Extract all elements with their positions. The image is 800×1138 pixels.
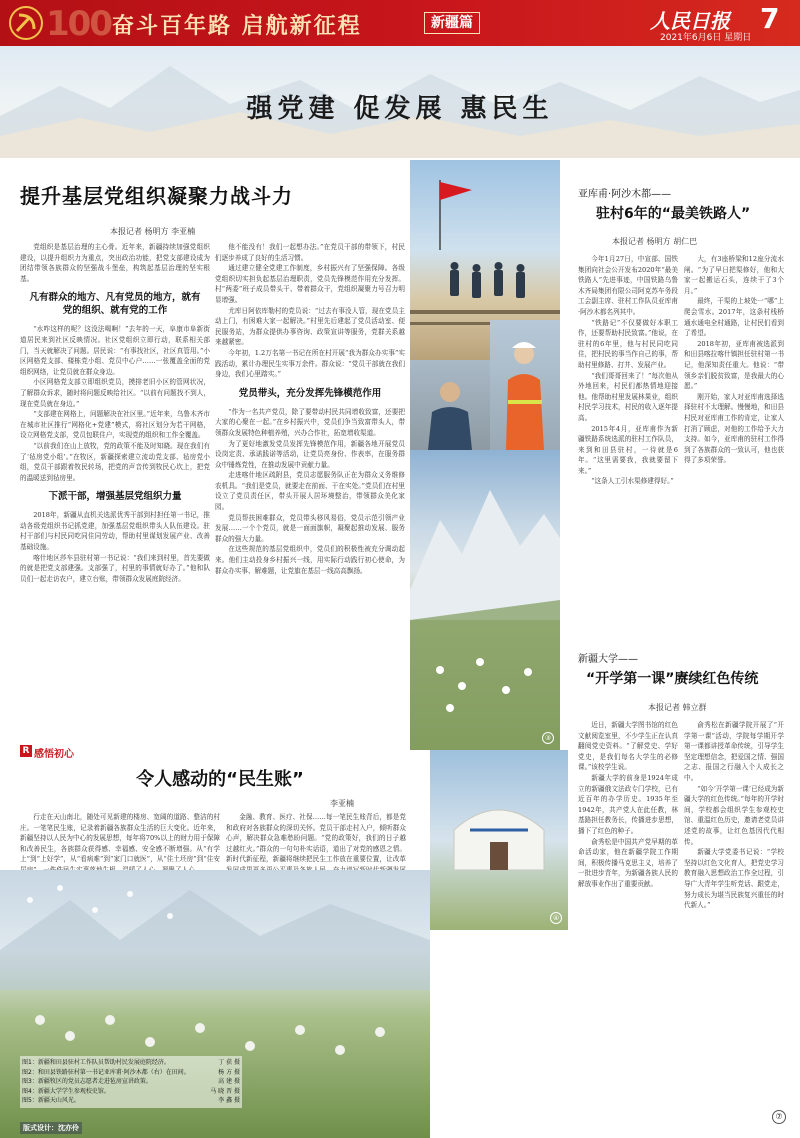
right-bottom-byline: 本报记者 韩立群 [648,703,707,712]
yurt-illustration [430,750,568,930]
paragraph: 大，有3座桥梁和12座分流水闸。“为了早日把渠修好，他和大家一起搬运石头，连续干了3个月。” [684,255,784,295]
right-bottom-title: “开学第一课”赓续红色传统 [586,671,759,687]
page-number: 7 [760,2,780,35]
caption-text: 图5：新疆天山风光。 [22,1097,80,1105]
photo-yurt-students [430,750,568,930]
section-subhead: 党员带头，充分发挥先锋模范作用 [238,387,382,399]
left-article-column-1 [20,242,210,730]
photo-number: ④ [550,912,562,924]
paragraph: “铁路记”不仅要做好本职工作，还要帮助村民致富。”他说，在驻村的6年里，他与村民同吃同住，把村民的事当作自己的事，帮助村里修路、打井、发展产业。 [578,318,678,369]
right-top-kicker: 亚库甫·阿沙木都—— [578,189,672,200]
herder-illustration [410,360,490,450]
caption-row [22,1058,240,1068]
caption-text: 图3：新疆牧区的党员志愿者走进毡房宣讲政策。 [22,1078,152,1086]
paragraph: 今年1月27日，中宣部、国铁集团向社会公开发布2020年“最美铁路人”先进事迹，中国铁路乌鲁木齐局集团有限公司阿克苏车务段工会副主席、驻村工作队员亚库甫·阿沙木都名列其中。 [578,255,678,316]
paragraph: “这条人工引水渠修建得好。” [591,477,674,486]
right-top-column-1 [578,254,678,562]
paragraph: 今年初，1.2万名第一书记在所在村开展“我为群众办实事”实践活动，累计办理民生实事万余件。群众说：“党员干部就在我们身边，我们心里踏实。” [215,348,405,379]
caption-text: 图2：和田县铁路驻村第一书记亚库甫·阿沙木都（右）在田间。 [22,1068,190,1076]
paragraph: 近日，新疆大学图书馆的红色文献阅览室里，不少学生正在认真翻阅党史资料。“了解党史、学好党史，是我们每名大学生的必修课。”该校学生说。 [578,721,678,772]
column-tag [20,745,106,759]
paragraph: 通过建立健全党建工作制度，乡村振兴有了坚强保障。各级党组织切实担负起基层治理职责，党员先锋模范作用充分发挥。村“两委”班子成员带头干、带着群众干，党组织凝聚力号召力明显增强。 [215,264,405,304]
page-number-circle: ⑦ [772,1110,786,1124]
paragraph: “支部建在网格上，问题解决在社区里。”近年来，乌鲁木齐市在城市社区推行“网格化+党建”模式，将社区划分为若干网格，设立网格党支部，党员包联住户，实现党的组织和工作全覆盖。 [20,410,210,440]
caption-text: 图4：新疆大学学生参观校史馆。 [22,1087,110,1095]
caption-credit: 高 建 摄 [218,1078,240,1086]
photo-mountain-camp [410,450,560,750]
caption-row [22,1096,240,1106]
photo-herder-yurt [410,360,490,450]
paragraph: “水咋这样的呢？这没法喝啊！”去年的一天，阜康市阜新街道居民来到社区反映情况。社区党组织立即行动，联系相关部门，当天就解决了问题。居民说：“有事找社区，社区真管用。”小区网格党支部、楼栋党小组、党员中心户……一张覆盖全面的党组织网络，让党员就在群众身边。 [20,325,210,376]
paragraph: 新疆大学党委书记说：“学校坚持以红色文化育人，把党史学习教育融入思想政治工作全过程，引导广大青年学生听党话、跟党走，努力成长为堪当民族复兴重任的时代新人。” [684,848,784,910]
section-subhead: 凡有群众的地方、凡有党员的地方，就有党的组织、就有党的工作 [29,292,201,317]
right-top-title: 驻村6年的“最美铁路人” [596,206,751,222]
layout-editor-credit: 版式设计：沈亦伶 [20,1122,82,1134]
paragraph: 喀什地区莎车县驻村第一书记说：“我们来到村里，首先要做的就是把党支部建强。支部强了，村里的事情就好办了。”他和队员们一起走访农户，建立台账，带领群众发展庭院经济。 [20,553,210,583]
paragraph: 在这些规范的基层党组织中，党员们的积极性被充分调动起来。他们主动投身乡村振兴一线，用实际行动践行初心使命，为群众办实事、解难题，让党旗在基层一线高高飘扬。 [215,545,405,575]
page-masthead [0,0,800,46]
paragraph: 新疆大学的前身是1924年成立的新疆俄文法政专门学校，已有近百年的办学历史。1935年至1942年，共产党人在此任教，林基路担任教务长，传播进步思想，播下了红色的种子。 [578,773,678,835]
photo-worker-inspection [490,320,560,450]
left-article-byline: 本报记者 杨明方 李亚楠 [110,227,196,236]
bottom-article-title: 令人感动的“民生账” [136,769,304,790]
right-bottom-column-1 [578,720,678,1110]
photo-captions [20,1056,242,1108]
paragraph: 2018年，新疆从直机关选派优秀干部到村担任第一书记，推动各级党组织书记抓党建，加强基层党组织带头人队伍建设。驻村干部们与村民同吃同住同劳动，帮助村里谋划发展产业、改善基础设施。 [20,511,210,552]
paragraph: 2018年初，亚库甫被选派到和田县喀拉喀什镇担任驻村第一书记，他深知责任重大。他说：“带领乡亲们脱贫致富，是我最大的心愿。” [684,339,784,391]
right-top-column-2 [684,254,784,562]
right-bottom-kicker: 新疆大学—— [578,654,638,665]
paragraph: “如今‘开学第一课’已经成为新疆大学的红色传统。”每年的开学时间，学校都会组织学生参观校史馆、重温红色历史，邀请老党员讲述党的故事，让红色基因代代相传。 [684,784,784,846]
paragraph: 为了更好地激发党员发挥先锋模范作用，新疆各地开展党员设岗定责、承诺践诺等活动，让党员亮身份、作表率，在服务群众中锤炼党性，在推动发展中贡献力量。 [215,439,405,469]
paragraph: “以前我们在山上放牧，党的政策不能及时知晓。现在我们有了‘毡房党小组’。”在牧区，新疆探索建立流动党支部、毡房党小组，党员干部跟着牧民转场，把党的声音传到牧民心坎上，把党的温暖送到毡房里。 [20,441,210,482]
caption-text: 图1：新疆和田县驻村工作队员帮助村民发展庭院经济。 [22,1059,170,1066]
series-tag: 新疆篇 [424,12,480,34]
paragraph: “作为一名共产党员，除了要带动村民共同增收致富，还要把大家的心聚在一起。”在乡村振兴中，党员们争当致富带头人，带领群众发展特色种植养殖，兴办合作社，拓宽增收渠道。 [215,407,405,437]
paragraph: 党组织是基层治理的主心骨。近年来，新疆持续加强党组织建设，以提升组织力为重点，突出政治功能，把党支部建设成为团结带领各族群众的坚强战斗堡垒，构筑起基层治理的坚实根基。 [20,243,210,283]
newspaper-logo: 人民日报 [650,9,730,33]
paragraph: 2015年4月，亚库甫作为新疆铁路系统选派的驻村工作队员，来到和田县驻村，一待就是6年。“这里需要我，我就要留下来。” [578,424,678,475]
paragraph: 党员帮扶困难群众，党员带头移风易俗，党员示范引领产业发展……一个个党员，就是一面面旗帜，凝聚起推动发展、服务群众的强大力量。 [215,513,405,543]
caption-credit: 李 鑫 摄 [218,1097,240,1105]
paragraph: 尤库日阿依库勒村的党员说：“过去有事没人管，现在党员主动上门，有困难大家一起解决。”村里先后建起了党员活动室、便民服务站，为群众提供办事咨询、政策宣讲等服务，党群关系越来越紧密。 [215,306,405,347]
bottom-article-byline: 李亚楠 [330,799,354,808]
paragraph: 俞秀松在新疆学院开展了“开学第一课”活动，学院每学期开学第一课都讲授革命传统，引导学生坚定理想信念，把爱国之情、强国之志、报国之行融入个人成长之中。 [684,721,784,782]
caption-credit: 丁 获 摄 [218,1059,240,1066]
right-top-byline: 本报记者 杨明方 胡仁巴 [612,237,698,246]
paragraph: 俞秀松是中国共产党早期的革命活动家，他在新疆学院工作期间，积极传播马克思主义，培养了一批进步青年，为新疆各族人民的解放事业作出了重要贡献。 [578,837,678,888]
left-article-column-2 [215,242,405,730]
centenary-numeral: 100 [46,4,111,44]
caption-credit: 杨 方 摄 [218,1068,240,1076]
column-tag-icon: R [20,745,32,757]
worker-in-safety-vest-illustration [490,320,560,450]
paragraph: 刚开始，家人对亚库甫选择选择驻村不太理解。慢慢地，和田县村民对亚库甫工作的肯定，让家人打消了顾虑，对他的工作给予大力支持。如今，亚库甫的驻村工作得到了各族群众的一致认可，他也获得了多项荣誉。 [684,392,784,465]
paragraph: 走进喀什地区疏附县，党员志愿服务队正在为群众义务维修农机具。“我们是党员，就要走在前面、干在实处。”党员们在村里设立了党员责任区，带头开展人居环境整治，带领群众美化家园。 [215,471,405,512]
masthead-slogan: 奋斗百年路 启航新征程 [112,14,362,39]
right-bottom-column-2 [684,720,784,1110]
column-tag-label: 感悟初心 [34,749,74,760]
page-headline: 强党建 促发展 惠民生 [246,94,554,124]
left-article-title: 提升基层党组织凝聚力战斗力 [20,184,293,208]
caption-row [22,1068,240,1078]
section-subhead: 下派干部，增强基层党组织力量 [48,491,182,503]
photo-number: ③ [542,732,554,744]
paragraph: 小区网格党支部立即组织党员，摸排老旧小区的管网状况，了解群众诉求，随时将问题反映给社区。“以前有问题找不到人，现在党员就在身边。” [20,378,210,408]
caption-credit: 马 晓 晋 摄 [210,1087,240,1095]
party-emblem-icon [8,5,44,41]
paragraph: 他不能没有！我们一起想办法。”在党员干部的带领下，村民们逐步养成了良好的生活习惯。 [215,243,405,262]
paragraph: 行走在天山南北，随处可见新建的楼房、宽阔的道路、整洁的村庄。一笔笔民生账，记录着新疆各族群众生活的巨大变化。近年来，新疆坚持以人民为中心的发展思想，每年将70%以上的财力用于保障和改善民生，各族群众获得感、幸福感、安全感不断增强。从“有学上”到“上好学”，从“看病难”到“家门口就医”，从“住土坯房”到“住安 [20,813,220,864]
paragraph: 金融、教育、医疗、社保……每一笔民生账背后，都是党和政府对各族群众的深切关怀。党员干部走村入户，倾听群众心声，解决群众急难愁盼问题。“党的政策好，我们的日子越过越红火。”群众的一句句朴实话语，道出了对党的感恩之情。新时代新征程，新疆将继续把民生工作放在重要位置，让改革 [226,813,406,864]
paragraph: “我们哥哥回来了！”每次他从外地回来，村民们都热情地迎接他。他帮助村里发展林果业，组织村民学习技术，村民的收入逐年提高。 [578,371,678,422]
paragraph: 最终，干渠的上坡处一“哪”上爬会雪水。2017年，这条村栈桥通水通电全村通路，让村民们看到了希望。 [684,297,784,338]
caption-row [22,1087,240,1097]
snow-mountain-landscape-illustration [410,450,560,750]
issue-date: 2021年6月6日 星期日 [660,33,752,43]
caption-row [22,1077,240,1087]
